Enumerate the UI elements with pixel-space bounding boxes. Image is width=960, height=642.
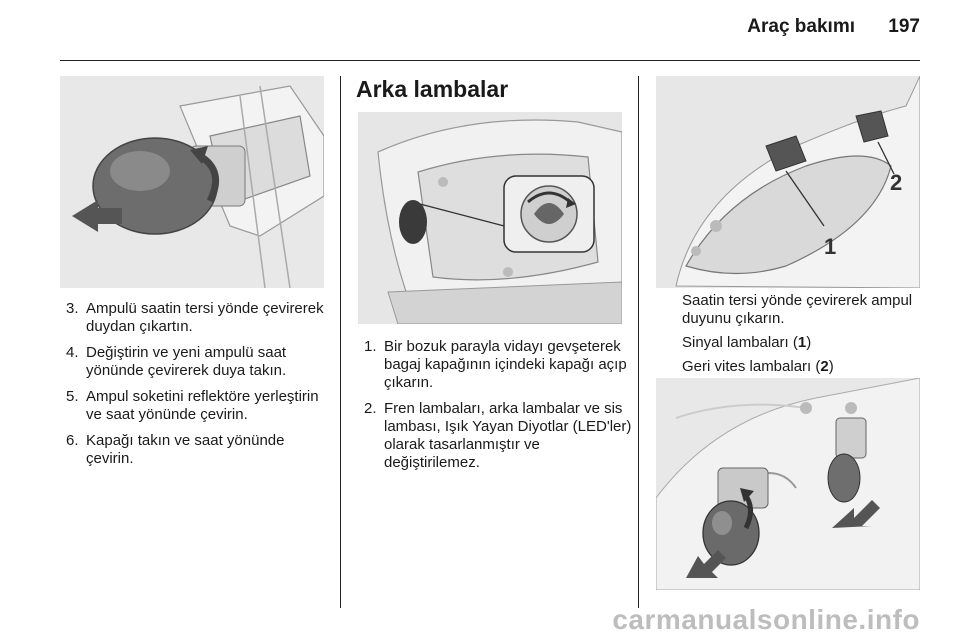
figure-trunk-cover — [358, 112, 622, 324]
turn-signal-label: Sinyal lambaları (1) — [682, 334, 812, 351]
column-divider-1 — [340, 76, 341, 608]
steps-list-col1 — [66, 300, 334, 468]
trunk-cover-illustration — [358, 112, 622, 324]
column-divider-2 — [638, 76, 639, 608]
callout-2: 2 — [890, 170, 903, 195]
bulb-removal-illustration — [60, 76, 324, 288]
reverse-light-label: Geri vites lambaları (2) — [682, 358, 834, 375]
header-rule — [60, 60, 920, 61]
page-number: 197 — [888, 16, 920, 37]
list-item: 4. Değiştirin ve yeni ampulü saat yönünde çevirerek duya takın. — [66, 344, 287, 379]
callout-1: 1 — [824, 234, 837, 259]
list-item: 2. Fren lambaları, arka lambalar ve sis lambası, Işık Yayan Diyotlar (LED'ler) olarak tasarlanmıştır ve değiştirilemez. — [364, 400, 632, 471]
steps-list-col2 — [364, 338, 632, 472]
column-3-text — [682, 292, 920, 382]
figure-lamp-sockets — [656, 76, 920, 288]
figure-bulb-removal — [60, 76, 324, 288]
section-heading: Arka lambalar — [356, 76, 509, 102]
list-item: 1. Bir bozuk parayla vidayı gevşeterek bagaj kapağının içindeki kapağı açıp çıkarın. — [364, 338, 627, 391]
instruction-text: Saatin tersi yönde çevirerek ampul duyunu çıkarın. — [682, 292, 913, 327]
page-header — [747, 16, 920, 38]
figure-bulbs-removed — [656, 378, 920, 590]
watermark: carmanualsonline.info — [612, 604, 920, 635]
column-2-text — [364, 338, 632, 480]
column-1-text — [66, 300, 334, 476]
list-item: 5. Ampul soketini reflektöre yerleştirin ve saat yönünde çevirin. — [66, 388, 319, 423]
section-title: Araç bakımı — [747, 16, 856, 37]
lamp-sockets-illustration — [656, 76, 920, 288]
list-item: 3. Ampulü saatin tersi yönde çevirerek duydan çıkartın. — [66, 300, 324, 335]
list-item: 6. Kapağı takın ve saat yönünde çevirin. — [66, 432, 285, 467]
bulbs-removed-illustration — [656, 378, 920, 590]
